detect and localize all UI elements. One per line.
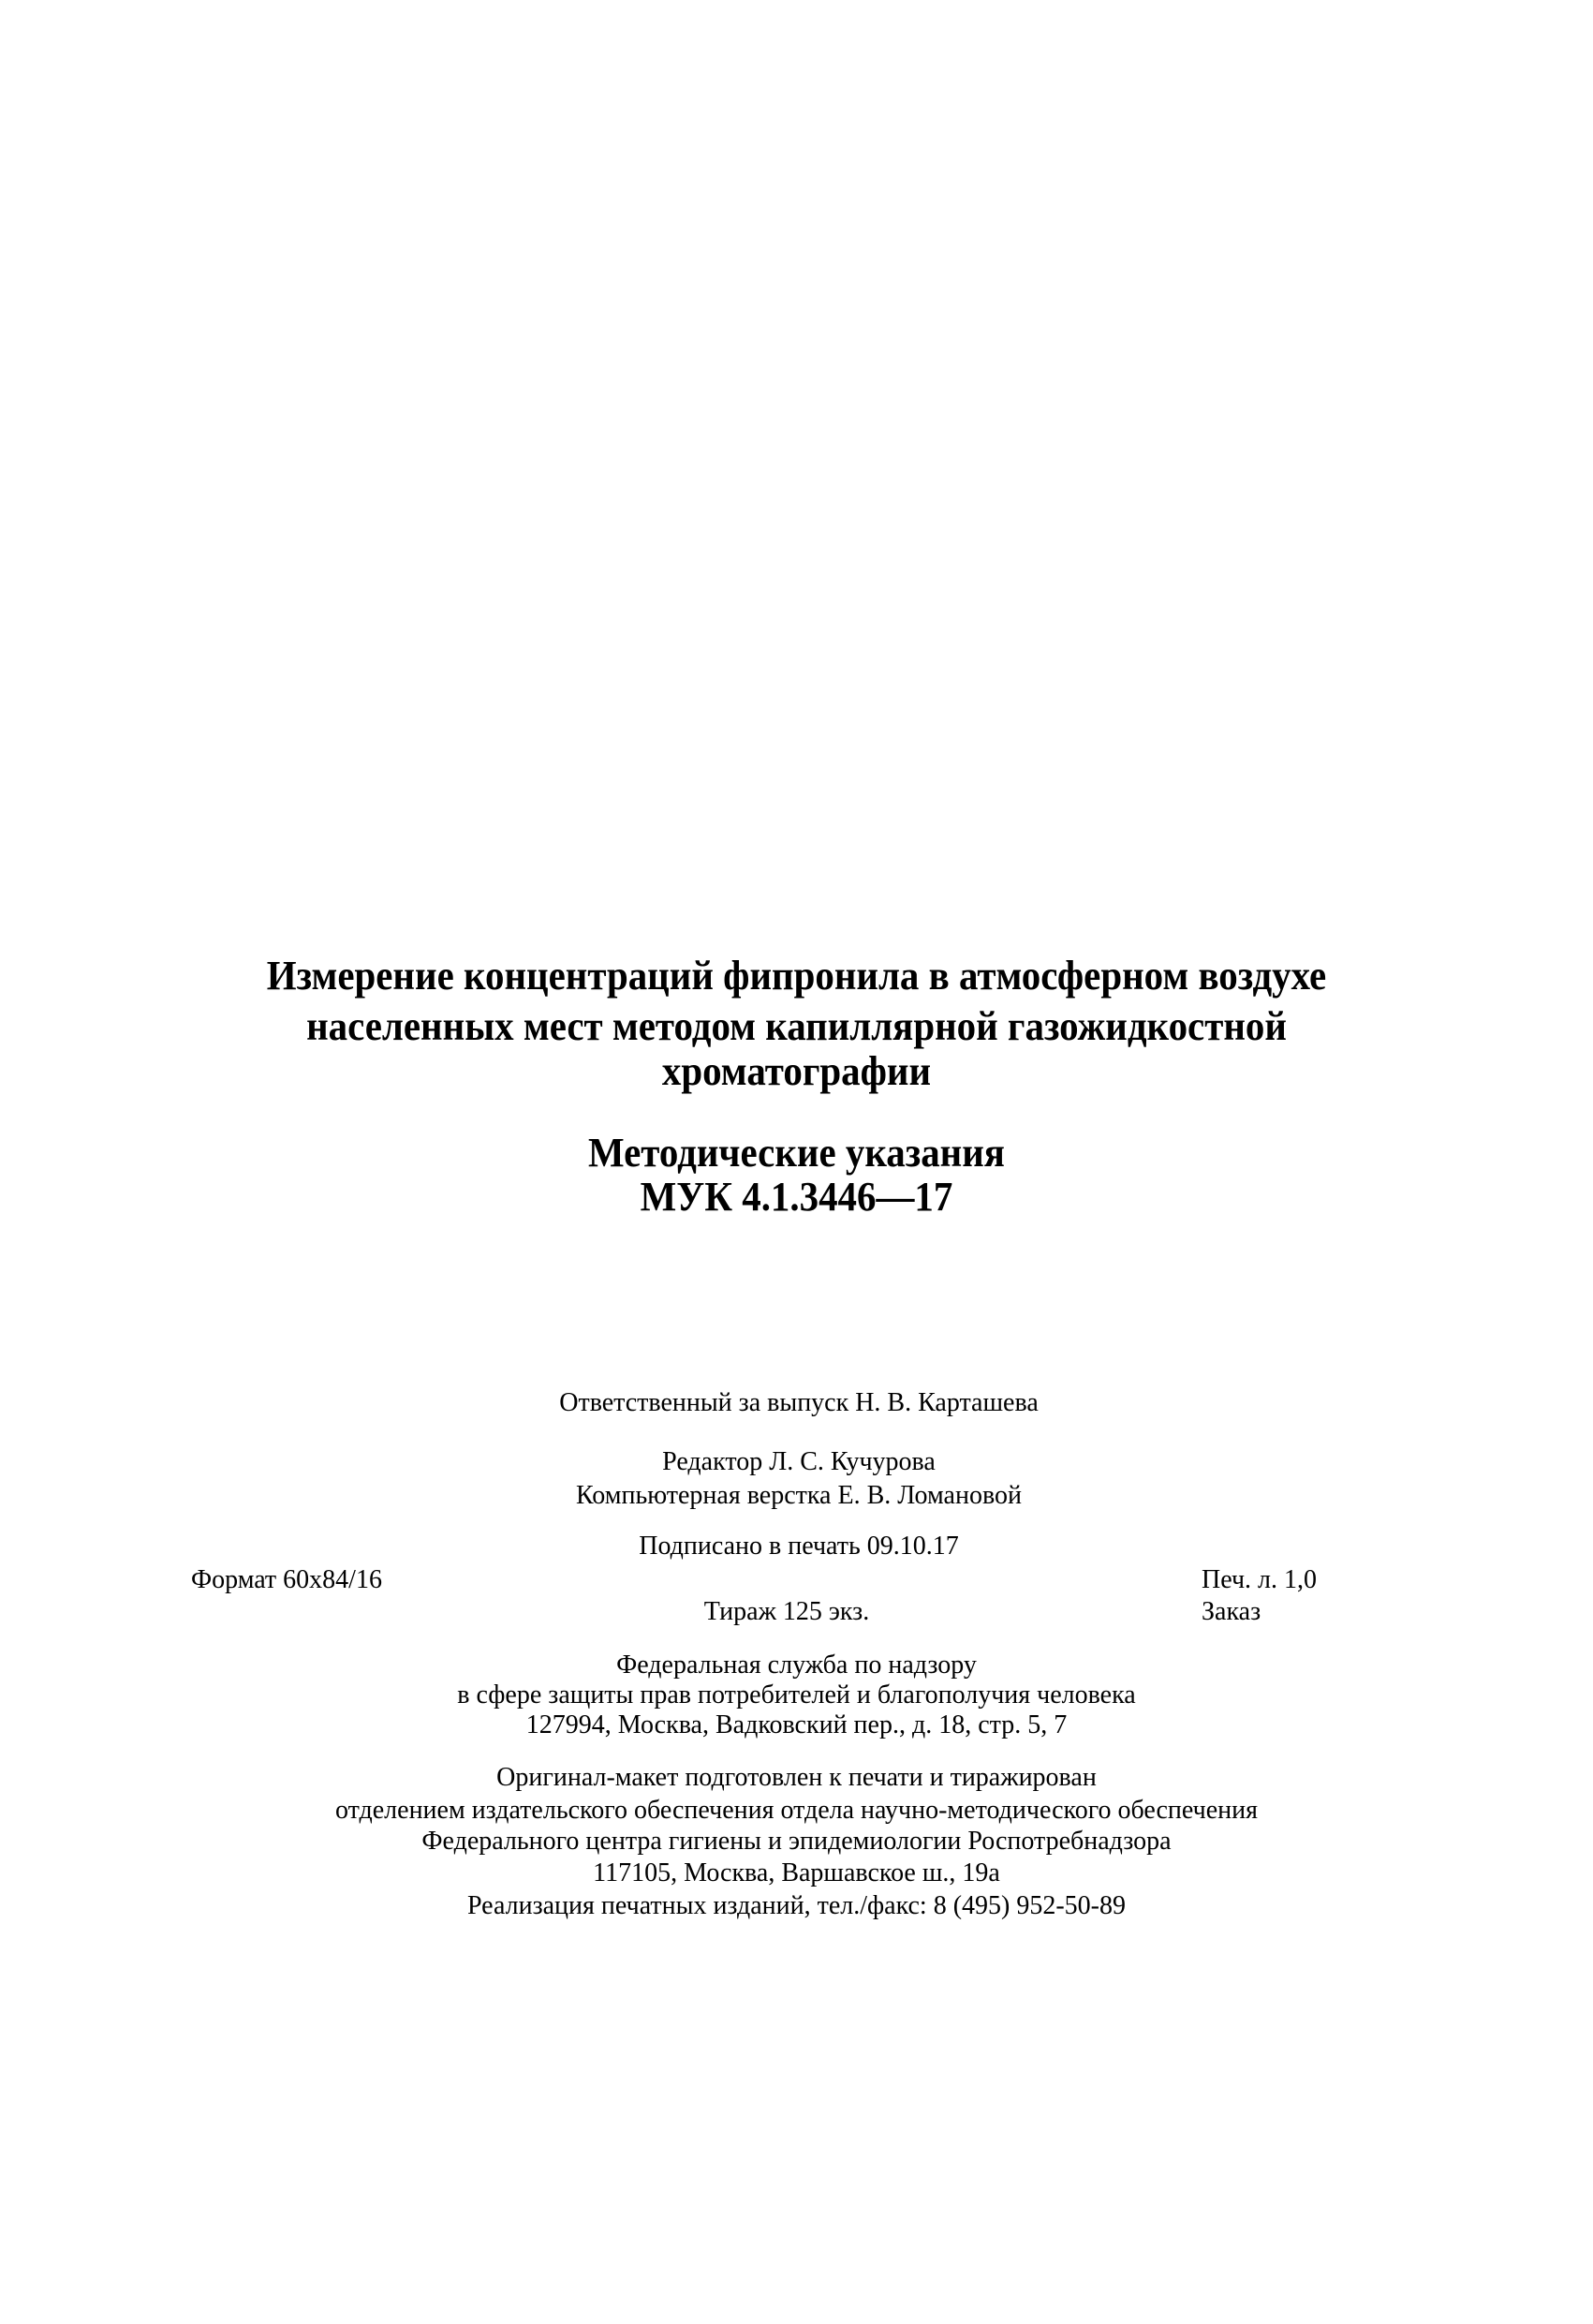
- order-number: Заказ: [1202, 1597, 1261, 1626]
- document-type: Методические указания: [588, 1130, 1005, 1176]
- layout-designer: Компьютерная верстка Е. В. Ломановой: [576, 1481, 1022, 1510]
- printed-sheets: Печ. л. 1,0: [1202, 1565, 1318, 1594]
- title-line-3: хроматографии: [661, 1048, 932, 1094]
- editor: Редактор Л. С. Кучурова: [662, 1447, 936, 1476]
- printer-line: отделением издательского обеспечения отдела научно-методического обеспечения: [335, 1796, 1258, 1825]
- printer-line: Федерального центра гигиены и эпидемиологии Роспотребнадзора: [421, 1827, 1172, 1856]
- document-number: МУК 4.1.3446—17: [640, 1174, 953, 1220]
- printer-address: 117105, Москва, Варшавское ш., 19а: [593, 1858, 1000, 1887]
- responsible-person: Ответственный за выпуск Н. В. Карташева: [559, 1388, 1039, 1417]
- publisher-line: Федеральная служба по надзору: [616, 1650, 977, 1680]
- print-run: Тираж 125 экз.: [703, 1597, 870, 1626]
- title-line-1: Измерение концентраций фипронила в атмосферном воздухе: [266, 953, 1327, 999]
- title-line-2: населенных мест методом капиллярной газожидкостной: [306, 1003, 1287, 1049]
- printer-line: Оригинал-макет подготовлен к печати и тиражирован: [496, 1763, 1097, 1792]
- publisher-address: 127994, Москва, Вадковский пер., д. 18, стр. 5, 7: [525, 1710, 1068, 1739]
- sales-contact: Реализация печатных изданий, тел./факс: 8 (495) 952-50-89: [466, 1891, 1127, 1920]
- signed-date: Подписано в печать 09.10.17: [639, 1532, 959, 1561]
- publisher-line: в сфере защиты прав потребителей и благополучия человека: [457, 1680, 1136, 1710]
- paper-format: Формат 60x84/16: [191, 1565, 382, 1594]
